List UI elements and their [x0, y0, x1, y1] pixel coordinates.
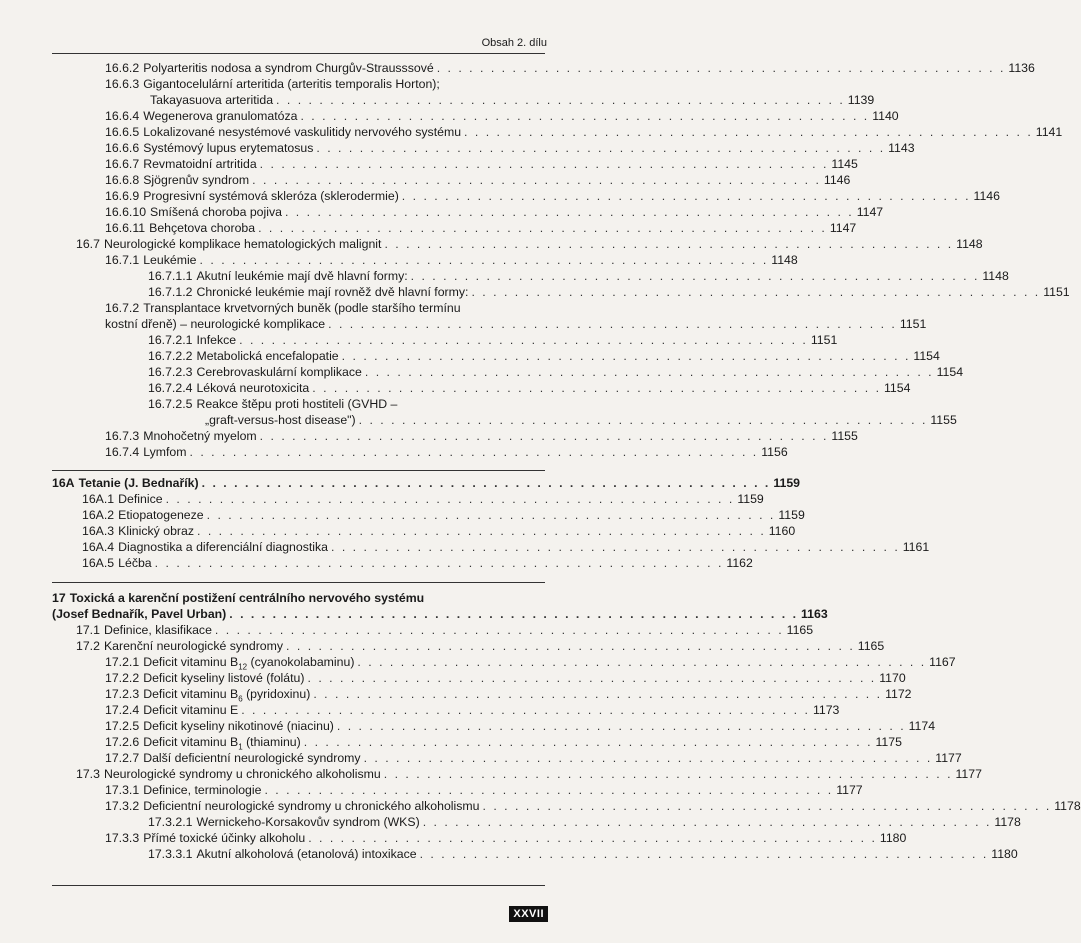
dot-leader: . . . . . . . . . . . . . . . . . . . . . . . . . . . . . . . . . . . . . . . . . . . . . . . . . . . . .: [197, 524, 766, 538]
toc-page-number: 1148: [982, 269, 1009, 283]
toc-entry-number: 16.7.2: [105, 301, 140, 315]
toc-page-number: 1155: [831, 429, 858, 443]
toc-entry-number: 16A.1: [82, 492, 115, 506]
toc-entry-number: 17.3.3.1: [148, 847, 193, 861]
toc-entry-title: Karenční neurologické syndromy: [103, 639, 284, 653]
toc-entry: [82, 492, 764, 507]
toc-entry: [105, 719, 936, 734]
toc-entry-number: 17.2.4: [105, 703, 140, 717]
toc-entry: [105, 173, 851, 188]
toc-entry-title: Smíšená choroba pojiva: [150, 205, 282, 219]
dot-leader: . . . . . . . . . . . . . . . . . . . . . . . . . . . . . . . . . . . . . . . . . . . . . . . . . . . . .: [241, 703, 810, 717]
dot-leader: . . . . . . . . . . . . . . . . . . . . . . . . . . . . . . . . . . . . . . . . . . . . . . . . . . . . .: [482, 799, 1052, 813]
toc-page-number: 1160: [768, 524, 796, 538]
toc-entry: [82, 556, 753, 571]
toc-entry-title: Deficit vitaminu $B_6$ (pyridoxinu): [143, 687, 311, 704]
toc-page-number: 1163: [801, 607, 828, 621]
dot-leader: . . . . . . . . . . . . . . . . . . . . . . . . . . . . . . . . . . . . . . . . . . . . . . . . . . . . .: [214, 623, 784, 637]
toc-entry-title: Léčba: [118, 556, 152, 570]
toc-entry-title: Behçetova choroba: [149, 221, 256, 235]
toc-entry: [76, 623, 814, 638]
running-header: Obsah 2. dílu: [481, 37, 547, 49]
toc-entry-number: 17.2.6: [105, 735, 140, 749]
dot-leader: . . . . . . . . . . . . . . . . . . . . . . . . . . . . . . . . . . . . . . . . . . . . . . . . . . . . .: [258, 221, 827, 235]
dot-leader: . . . . . . . . . . . . . . . . . . . . . . . . . . . . . . . . . . . . . . . . . . . . . . . . . . . . .: [341, 349, 911, 363]
dot-leader: . . . . . . . . . . . . . . . . . . . . . . . . . . . . . . . . . . . . . . . . . . . . . . . . . . . . .: [464, 125, 1033, 139]
toc-entry: [148, 269, 1009, 284]
toc-page-number: 1159: [778, 508, 805, 522]
toc-entry-number: 16A.3: [82, 524, 115, 538]
toc-entry: [105, 125, 1063, 140]
toc-entry: [105, 109, 899, 124]
toc-page-number: 1155: [930, 413, 957, 427]
toc-page-number: 1162: [726, 556, 753, 570]
toc-entry-title: Deficit vitaminu $B_1$ (thiaminu): [143, 735, 301, 752]
toc-entry-title: Lokalizované nesystémové vaskulitidy nervového systému: [143, 125, 462, 139]
toc-page-number: 1180: [991, 847, 1018, 861]
page-number: XXVII: [509, 906, 548, 922]
toc-page-number: 1180: [879, 831, 907, 845]
toc-page-number: 1147: [829, 221, 857, 235]
toc-entry-number: 16.7.1.2: [148, 285, 193, 299]
toc-page-number: 1145: [831, 157, 858, 171]
toc-entry-title: Akutní leukémie mají dvě hlavní formy:: [196, 269, 408, 283]
toc-entry-title: Diagnostika a diferenciální diagnostika: [118, 540, 328, 554]
footer-rule: [52, 885, 545, 886]
toc-page-number: 1170: [879, 671, 906, 685]
dot-leader: . . . . . . . . . . . . . . . . . . . . . . . . . . . . . . . . . . . . . . . . . . . . . . . . . . . . .: [276, 93, 845, 107]
toc-entry-number: 17: [52, 591, 66, 605]
toc-entry-number: 16A.5: [82, 556, 115, 570]
toc-entry-number: 17.3.2: [105, 799, 140, 813]
dot-leader: . . . . . . . . . . . . . . . . . . . . . . . . . . . . . . . . . . . . . . . . . . . . . . . . . . . . .: [154, 556, 724, 570]
dot-leader: . . . . . . . . . . . . . . . . . . . . . . . . . . . . . . . . . . . . . . . . . . . . . . . . . . . . .: [259, 157, 829, 171]
toc-entry: [82, 524, 796, 539]
toc-page-number: 1159: [773, 476, 801, 490]
dot-leader: . . . . . . . . . . . . . . . . . . . . . . . . . . . . . . . . . . . . . . . . . . . . . . . . . . . . .: [358, 413, 928, 427]
toc-entry: [148, 349, 940, 364]
toc-entry: [150, 93, 875, 108]
toc-entry-title: „graft-versus-host disease"): [205, 413, 356, 427]
toc-entry: [105, 799, 1081, 814]
toc-entry: [105, 141, 915, 156]
toc-page-number: 1165: [786, 623, 814, 637]
toc-entry-title: Akutní alkoholová (etanolová) intoxikace: [196, 847, 417, 861]
toc-page-number: 1165: [857, 639, 885, 653]
toc-entry-number: 16.7: [76, 237, 100, 251]
toc-page-number: 1154: [936, 365, 964, 379]
toc-entry: [105, 253, 798, 268]
toc-page-number: 1177: [955, 767, 982, 781]
dot-leader: . . . . . . . . . . . . . . . . . . . . . . . . . . . . . . . . . . . . . . . . . . . . . . . . . . . . .: [252, 173, 821, 187]
toc-entry-number: 16.6.7: [105, 157, 140, 171]
toc-entry-number: 16.6.9: [105, 189, 140, 203]
dot-leader: . . . . . . . . . . . . . . . . . . . . . . . . . . . . . . . . . . . . . . . . . . . . . . . . . . . . .: [308, 831, 877, 845]
dot-leader: . . . . . . . . . . . . . . . . . . . . . . . . . . . . . . . . . . . . . . . . . . . . . . . . . . . . .: [199, 253, 769, 267]
dot-leader: . . . . . . . . . . . . . . . . . . . . . . . . . . . . . . . . . . . . . . . . . . . . . . . . . . . . .: [239, 333, 808, 347]
toc-page-number: 1178: [1054, 799, 1081, 813]
toc-entry-title: Neurologické syndromy u chronického alkoholismu: [103, 767, 381, 781]
toc-entry: [105, 317, 927, 332]
toc-page-number: 1174: [908, 719, 936, 733]
toc-entry: [76, 767, 982, 782]
toc-page-number: 1161: [902, 540, 930, 554]
toc-entry-title: Reakce štěpu proti hostiteli (GVHD –: [196, 397, 398, 411]
toc-entry-title: Tetanie (J. Bednařík): [78, 476, 199, 490]
toc-page-number: 1178: [994, 815, 1021, 829]
toc-page-number: 1147: [856, 205, 884, 219]
toc-entry-number: 16A: [52, 476, 75, 490]
dot-leader: . . . . . . . . . . . . . . . . . . . . . . . . . . . . . . . . . . . . . . . . . . . . . . . . . . . . .: [307, 671, 877, 685]
toc-entry-title: Chronické leukémie mají rovněž dvě hlavní formy:: [196, 285, 469, 299]
dot-leader: . . . . . . . . . . . . . . . . . . . . . . . . . . . . . . . . . . . . . . . . . . . . . . . . . . . . .: [300, 109, 870, 123]
toc-entry-title: Progresivní systémová skleróza (sklerodermie): [143, 189, 399, 203]
toc-entry-title: Transplantace krvetvorných buněk (podle staršího termínu: [143, 301, 461, 315]
toc-entry-number: 16.6.3: [105, 77, 140, 91]
toc-entry-title: Přímé toxické účinky alkoholu: [143, 831, 306, 845]
dot-leader: . . . . . . . . . . . . . . . . . . . . . . . . . . . . . . . . . . . . . . . . . . . . . . . . . . . . .: [316, 141, 886, 155]
toc-entry: [52, 607, 828, 622]
toc-entry: [148, 815, 1021, 830]
dot-leader: . . . . . . . . . . . . . . . . . . . . . . . . . . . . . . . . . . . . . . . . . . . . . . . . . . . . .: [312, 381, 881, 395]
toc-entry: [105, 429, 858, 444]
toc-entry-number: 16.7.3: [105, 429, 140, 443]
header-rule: [52, 53, 545, 54]
dot-leader: . . . . . . . . . . . . . . . . . . . . . . . . . . . . . . . . . . . . . . . . . . . . . . . . . . . . .: [229, 607, 798, 621]
toc-entry: [105, 671, 906, 686]
toc-page-number: 1136: [1008, 61, 1035, 75]
toc-entry-title: Revmatoidní artritida: [143, 157, 257, 171]
toc-entry-number: 16.7.2.2: [148, 349, 193, 363]
dot-leader: . . . . . . . . . . . . . . . . . . . . . . . . . . . . . . . . . . . . . . . . . . . . . . . . . . . . .: [264, 783, 834, 797]
dot-leader: . . . . . . . . . . . . . . . . . . . . . . . . . . . . . . . . . . . . . . . . . . . . . . . . . . . . .: [363, 751, 933, 765]
toc-page-number: 1141: [1035, 125, 1063, 139]
toc-entry-number: 16A.2: [82, 508, 115, 522]
toc-entry: [105, 831, 907, 846]
dot-leader: . . . . . . . . . . . . . . . . . . . . . . . . . . . . . . . . . . . . . . . . . . . . . . . . . . . . .: [331, 540, 900, 554]
toc-entry: [105, 445, 788, 460]
toc-entry-number: 17.2.7: [105, 751, 140, 765]
toc-entry-title: Mnohočetný myelom: [143, 429, 257, 443]
toc-entry: [105, 221, 857, 236]
toc-entry-number: 17.3.1: [105, 783, 140, 797]
toc-entry-number: 16.6.4: [105, 109, 140, 123]
toc-entry-title: (Josef Bednařík, Pavel Urban): [52, 607, 227, 621]
toc-entry-number: 16.6.5: [105, 125, 140, 139]
toc-page-number: 1173: [812, 703, 840, 717]
toc-entry-title: Definice: [118, 492, 163, 506]
toc-entry-number: 17.2.1: [105, 655, 140, 669]
toc-entry: [148, 333, 838, 348]
toc-page-number: 1143: [888, 141, 915, 155]
toc-entry: [82, 540, 930, 555]
toc-entry-number: 16A.4: [82, 540, 115, 554]
toc-entry-number: 17.2.3: [105, 687, 140, 701]
toc-entry-title: Leukémie: [143, 253, 197, 267]
toc-entry-number: 16.6.10: [105, 205, 147, 219]
toc-page-number: 1140: [872, 109, 899, 123]
toc-entry-title: Definice, terminologie: [143, 783, 262, 797]
toc-entry-title: Wegenerova granulomatóza: [143, 109, 298, 123]
toc-page-number: 1159: [737, 492, 764, 506]
toc-entry-title: Sjögrenův syndrom: [143, 173, 250, 187]
toc-page-number: 1146: [823, 173, 851, 187]
dot-leader: . . . . . . . . . . . . . . . . . . . . . . . . . . . . . . . . . . . . . . . . . . . . . . . . . . . . .: [201, 476, 771, 490]
toc-entry: [105, 157, 858, 172]
toc-page-number: 1148: [771, 253, 798, 267]
toc-entry: [76, 639, 885, 654]
dot-leader: . . . . . . . . . . . . . . . . . . . . . . . . . . . . . . . . . . . . . . . . . . . . . . . . . . . . .: [165, 492, 735, 506]
dot-leader: . . . . . . . . . . . . . . . . . . . . . . . . . . . . . . . . . . . . . . . . . . . . . . . . . . . . .: [410, 269, 980, 283]
dot-leader: . . . . . . . . . . . . . . . . . . . . . . . . . . . . . . . . . . . . . . . . . . . . . . . . . . . . .: [259, 429, 829, 443]
toc-entry-number: 16.7.2.4: [148, 381, 193, 395]
toc-entry-title: Deficientní neurologické syndromy u chronického alkoholismu: [143, 799, 480, 813]
toc-entry-title: Cerebrovaskulární komplikace: [196, 365, 362, 379]
dot-leader: . . . . . . . . . . . . . . . . . . . . . . . . . . . . . . . . . . . . . . . . . . . . . . . . . . . . .: [336, 719, 906, 733]
dot-leader: . . . . . . . . . . . . . . . . . . . . . . . . . . . . . . . . . . . . . . . . . . . . . . . . . . . . .: [357, 655, 927, 669]
toc-entry-title: Lymfom: [143, 445, 187, 459]
dot-leader: . . . . . . . . . . . . . . . . . . . . . . . . . . . . . . . . . . . . . . . . . . . . . . . . . . . . .: [206, 508, 776, 522]
dot-leader: . . . . . . . . . . . . . . . . . . . . . . . . . . . . . . . . . . . . . . . . . . . . . . . . . . . . .: [422, 815, 992, 829]
toc-entry-number: 16.7.2.3: [148, 365, 193, 379]
toc-entry-number: 17.2.2: [105, 671, 140, 685]
dot-leader: . . . . . . . . . . . . . . . . . . . . . . . . . . . . . . . . . . . . . . . . . . . . . . . . . . . . .: [401, 189, 971, 203]
dot-leader: . . . . . . . . . . . . . . . . . . . . . . . . . . . . . . . . . . . . . . . . . . . . . . . . . . . . .: [436, 61, 1006, 75]
dot-leader: . . . . . . . . . . . . . . . . . . . . . . . . . . . . . . . . . . . . . . . . . . . . . . . . . . . . .: [471, 285, 1041, 299]
toc-entry-number: 17.2.5: [105, 719, 140, 733]
toc-entry-title: Deficit vitaminu E: [143, 703, 239, 717]
toc-entry: [105, 77, 545, 92]
toc-entry: [82, 508, 805, 523]
toc-entry-number: 17.2: [76, 639, 100, 653]
toc-entry-title: Léková neurotoxicita: [196, 381, 310, 395]
toc-page-number: 1172: [885, 687, 912, 701]
toc-entry-number: 17.1: [76, 623, 100, 637]
toc-entry: [205, 413, 957, 428]
dot-leader: . . . . . . . . . . . . . . . . . . . . . . . . . . . . . . . . . . . . . . . . . . . . . . . . . . . . .: [189, 445, 759, 459]
toc-entry-title: Klinický obraz: [118, 524, 194, 538]
toc-entry: [105, 783, 863, 798]
toc-entry-title: Deficit vitaminu $B_{12}$ (cyanokolabaminu): [143, 655, 355, 672]
toc-page-number: 1148: [956, 237, 983, 251]
toc-entry-number: 17.3.2.1: [148, 815, 193, 829]
dot-leader: . . . . . . . . . . . . . . . . . . . . . . . . . . . . . . . . . . . . . . . . . . . . . . . . . . . . .: [364, 365, 934, 379]
toc-entry-title: Systémový lupus erytematosus: [143, 141, 314, 155]
section-divider: [52, 582, 545, 583]
toc-entry-number: 16.7.2.5: [148, 397, 193, 411]
dot-leader: . . . . . . . . . . . . . . . . . . . . . . . . . . . . . . . . . . . . . . . . . . . . . . . . . . . . .: [383, 767, 953, 781]
toc-entry-title: Toxická a karenční postižení centrálního nervového systému: [69, 591, 425, 605]
toc-page-number: 1154: [913, 349, 940, 363]
dot-leader: . . . . . . . . . . . . . . . . . . . . . . . . . . . . . . . . . . . . . . . . . . . . . . . . . . . . .: [419, 847, 989, 861]
toc-page-number: 1167: [929, 655, 956, 669]
toc-entry: [148, 397, 545, 412]
toc-entry: [148, 847, 1018, 862]
toc-entry-number: 17.3.3: [105, 831, 140, 845]
dot-leader: . . . . . . . . . . . . . . . . . . . . . . . . . . . . . . . . . . . . . . . . . . . . . . . . . . . . .: [303, 735, 873, 749]
toc-entry-title: Wernickeho-Korsakovův syndrom (WKS): [196, 815, 420, 829]
dot-leader: . . . . . . . . . . . . . . . . . . . . . . . . . . . . . . . . . . . . . . . . . . . . . . . . . . . . .: [286, 639, 855, 653]
toc-entry-title: Polyarteritis nodosa a syndrom Churgův-Strausssové: [143, 61, 434, 75]
toc-entry-title: Gigantocelulární arteritida (arteritis temporalis Horton);: [143, 77, 440, 91]
toc-entry: [105, 703, 840, 718]
toc-entry: [105, 61, 1035, 76]
toc-entry-title: Takayasuova arteritida: [150, 93, 274, 107]
dot-leader: . . . . . . . . . . . . . . . . . . . . . . . . . . . . . . . . . . . . . . . . . . . . . . . . . . . . .: [328, 317, 897, 331]
toc-entry-title: Deficit kyseliny nikotinové (niacinu): [143, 719, 334, 733]
toc-page-number: 1151: [899, 317, 927, 331]
toc-entry: [105, 301, 545, 316]
toc-entry-number: 17.3: [76, 767, 100, 781]
toc-entry: [148, 381, 911, 396]
toc-entry: [148, 285, 1070, 300]
toc-page-number: 1175: [875, 735, 902, 749]
toc-entry-number: 16.6.11: [105, 221, 146, 235]
toc-entry-title: Metabolická encefalopatie: [196, 349, 339, 363]
toc-entry: [148, 365, 964, 380]
toc-entry-number: 16.7.2.1: [148, 333, 193, 347]
toc-page-number: 1154: [883, 381, 911, 395]
toc-entry-number: 16.6.2: [105, 61, 140, 75]
toc-entry-number: 16.7.1: [105, 253, 140, 267]
dot-leader: . . . . . . . . . . . . . . . . . . . . . . . . . . . . . . . . . . . . . . . . . . . . . . . . . . . . .: [284, 205, 854, 219]
toc-entry: [76, 237, 983, 252]
toc-page-number: 1146: [973, 189, 1000, 203]
toc-entry-title: Infekce: [196, 333, 237, 347]
toc-entry-title: Etiopatogeneze: [118, 508, 204, 522]
toc-entry: [105, 751, 962, 766]
toc-entry-number: 16.6.8: [105, 173, 140, 187]
toc-page-number: 1177: [836, 783, 863, 797]
toc-entry: [52, 591, 545, 606]
section-divider: [52, 470, 545, 471]
toc-entry-title: Další deficientní neurologické syndromy: [143, 751, 361, 765]
toc-page-number: 1151: [810, 333, 838, 347]
toc-entry-number: 16.7.4: [105, 445, 140, 459]
toc-page-number: 1139: [847, 93, 875, 107]
dot-leader: . . . . . . . . . . . . . . . . . . . . . . . . . . . . . . . . . . . . . . . . . . . . . . . . . . . . .: [313, 687, 883, 701]
toc-entry: [105, 205, 884, 220]
toc-entry-title: kostní dřeně) – neurologické komplikace: [105, 317, 326, 331]
toc-entry: [105, 189, 1000, 204]
dot-leader: . . . . . . . . . . . . . . . . . . . . . . . . . . . . . . . . . . . . . . . . . . . . . . . . . . . . .: [384, 237, 954, 251]
toc-entry-number: 16.7.1.1: [148, 269, 193, 283]
toc-entry-title: Neurologické komplikace hematologických malignit: [103, 237, 382, 251]
toc-entry-title: Deficit kyseliny listové (folátu): [143, 671, 305, 685]
toc-page-number: 1156: [761, 445, 788, 459]
toc-entry: [52, 476, 801, 491]
toc-entry-number: 16.6.6: [105, 141, 140, 155]
toc-page-number: 1151: [1043, 285, 1070, 299]
toc-page-number: 1177: [935, 751, 962, 765]
toc-entry-title: Definice, klasifikace: [103, 623, 212, 637]
